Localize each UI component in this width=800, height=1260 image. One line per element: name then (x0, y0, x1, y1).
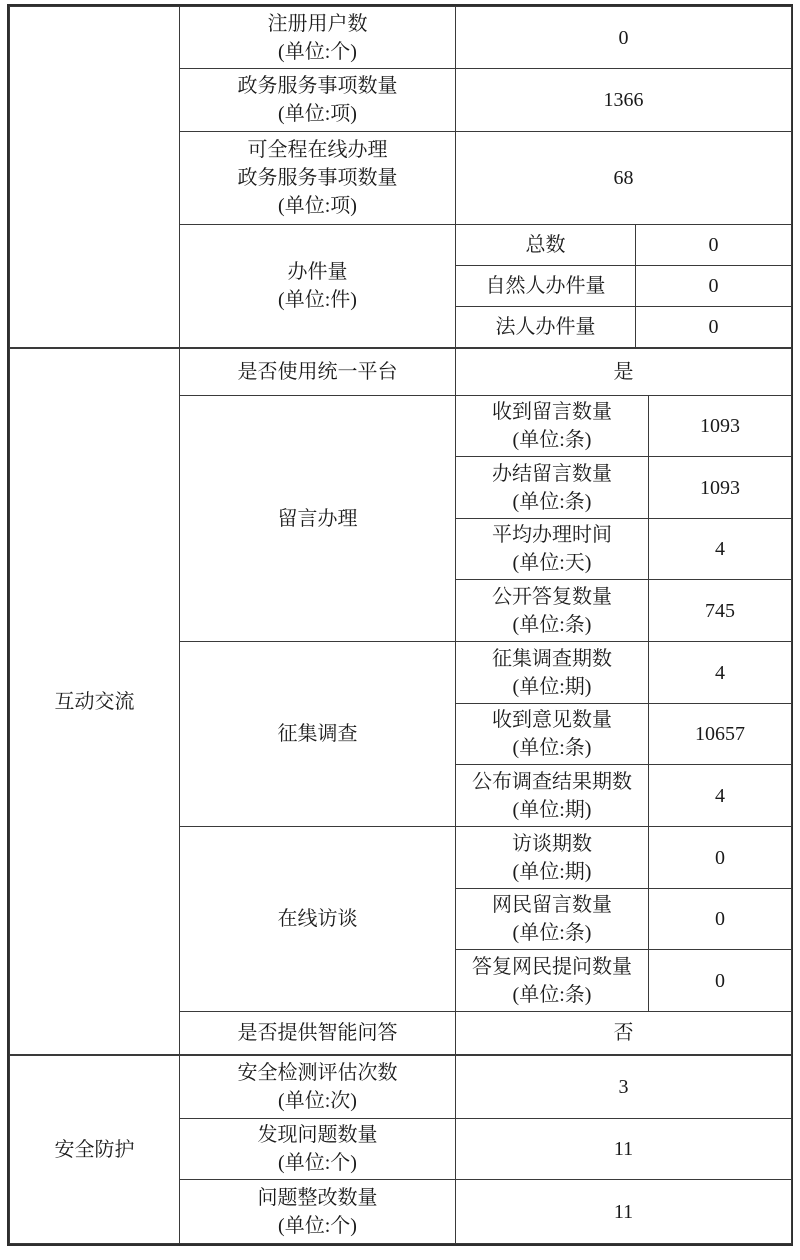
value-cell-security-assessments: 3 (456, 1056, 792, 1119)
subitem-label: 访谈期数 (512, 832, 592, 855)
subitem-label: 网民留言数量 (492, 894, 612, 916)
item-label: 问题整改数量 (257, 1186, 378, 1209)
value-cell-survey-issues: 4 (649, 642, 792, 704)
value-cell-messages-received: 1093 (649, 396, 792, 457)
item-unit: (单位:项) (278, 103, 357, 125)
item-label-line1: 可全程在线办理 (247, 139, 388, 161)
subitem-cell-legal-person: 法人办件量 (456, 307, 636, 348)
group-cell-interaction: 互动交流 (10, 349, 180, 1055)
value-cell-problems-fixed: 11 (456, 1180, 792, 1244)
item-cell-problems-fixed (180, 1180, 456, 1244)
item-label: 安全检测评估次数 (237, 1062, 398, 1084)
subitem-unit: (单位:期) (512, 798, 592, 821)
item-cell-problems-found (180, 1119, 456, 1180)
value-cell-problems-found: 11 (456, 1119, 792, 1180)
value-cell-total: 0 (636, 225, 792, 266)
subitem-unit: (单位:条) (512, 613, 592, 636)
subitem-cell-public-replies (456, 580, 649, 642)
item-unit: (单位:个) (278, 1152, 357, 1174)
subitem-label: 答复网民提问数量 (472, 955, 632, 978)
value-cell-messages-resolved: 1093 (649, 457, 792, 519)
group-cell-security: 安全防护 (10, 1056, 180, 1244)
value-cell-questions-answered: 0 (649, 950, 792, 1012)
item-label: 注册用户数 (267, 12, 368, 35)
subitem-unit: (单位:条) (512, 490, 592, 513)
item-cell-security-assessments (180, 1056, 456, 1119)
section-security-table (9, 1055, 792, 1244)
subitem-cell-questions-answered (456, 950, 649, 1012)
item-cell-unified-platform: 是否使用统一平台 (180, 349, 456, 396)
value-cell-netizen-messages: 0 (649, 889, 792, 950)
subitem-unit: (单位:期) (512, 860, 592, 883)
item-cell-registered-users (180, 7, 456, 69)
value-cell-service-items: 1366 (456, 69, 792, 132)
subitem-unit: (单位:条) (512, 429, 592, 451)
group-cell-blank (10, 7, 180, 348)
value-cell-avg-handling-time: 4 (649, 519, 792, 580)
item-unit: (单位:项) (278, 195, 357, 217)
subitem-unit: (单位:条) (512, 922, 592, 944)
subitem-cell-messages-received (456, 396, 649, 457)
subitem-cell-avg-handling-time (456, 519, 649, 580)
item-label: 政务服务事项数量 (237, 75, 398, 97)
subitem-label: 平均办理时间 (492, 524, 612, 546)
item-label-line2: 政务服务事项数量 (237, 167, 398, 189)
subitem-unit: (单位:条) (512, 737, 592, 759)
item-cell-survey: 征集调查 (180, 642, 456, 827)
item-label: 发现问题数量 (257, 1124, 378, 1146)
value-cell-online-service-items: 68 (456, 132, 792, 225)
subitem-unit: (单位:期) (512, 675, 592, 698)
subitem-cell-netizen-messages (456, 889, 649, 950)
subitem-unit: (单位:条) (512, 983, 592, 1006)
subitem-cell-survey-issues (456, 642, 649, 704)
subitem-unit: (单位:天) (512, 552, 592, 574)
item-cell-smart-qa: 是否提供智能问答 (180, 1012, 456, 1055)
subitem-cell-natural-person: 自然人办件量 (456, 266, 636, 307)
item-unit: (单位:个) (278, 1214, 357, 1237)
section-interaction-table (9, 348, 792, 1055)
subitem-cell-total: 总数 (456, 225, 636, 266)
value-cell-unified-platform: 是 (456, 349, 792, 396)
item-unit: (单位:个) (278, 40, 357, 63)
value-cell-opinions-received: 10657 (649, 704, 792, 765)
item-cell-case-volume (180, 225, 456, 348)
item-cell-online-service-items (180, 132, 456, 225)
subitem-cell-opinions-received (456, 704, 649, 765)
subitem-cell-messages-resolved (456, 457, 649, 519)
subitem-label: 收到留言数量 (492, 401, 612, 423)
subitem-label: 收到意见数量 (492, 709, 612, 731)
section-services-table (9, 6, 792, 348)
value-cell-legal-person: 0 (636, 307, 792, 348)
item-cell-message-handling: 留言办理 (180, 396, 456, 642)
item-cell-service-items (180, 69, 456, 132)
item-label: 办件量 (287, 261, 348, 283)
value-cell-interview-issues: 0 (649, 827, 792, 889)
item-unit: (单位:次) (278, 1090, 357, 1112)
subitem-cell-results-published (456, 765, 649, 827)
value-cell-public-replies: 745 (649, 580, 792, 642)
value-cell-registered-users: 0 (456, 7, 792, 69)
item-unit: (单位:件) (278, 289, 357, 311)
report-page (7, 4, 793, 1246)
value-cell-results-published: 4 (649, 765, 792, 827)
subitem-label: 征集调查期数 (492, 647, 612, 670)
value-cell-natural-person: 0 (636, 266, 792, 307)
value-cell-smart-qa: 否 (456, 1012, 792, 1055)
subitem-label: 公开答复数量 (492, 585, 612, 608)
item-cell-interview: 在线访谈 (180, 827, 456, 1012)
subitem-cell-interview-issues (456, 827, 649, 889)
subitem-label: 公布调查结果期数 (472, 770, 632, 793)
subitem-label: 办结留言数量 (492, 462, 612, 485)
